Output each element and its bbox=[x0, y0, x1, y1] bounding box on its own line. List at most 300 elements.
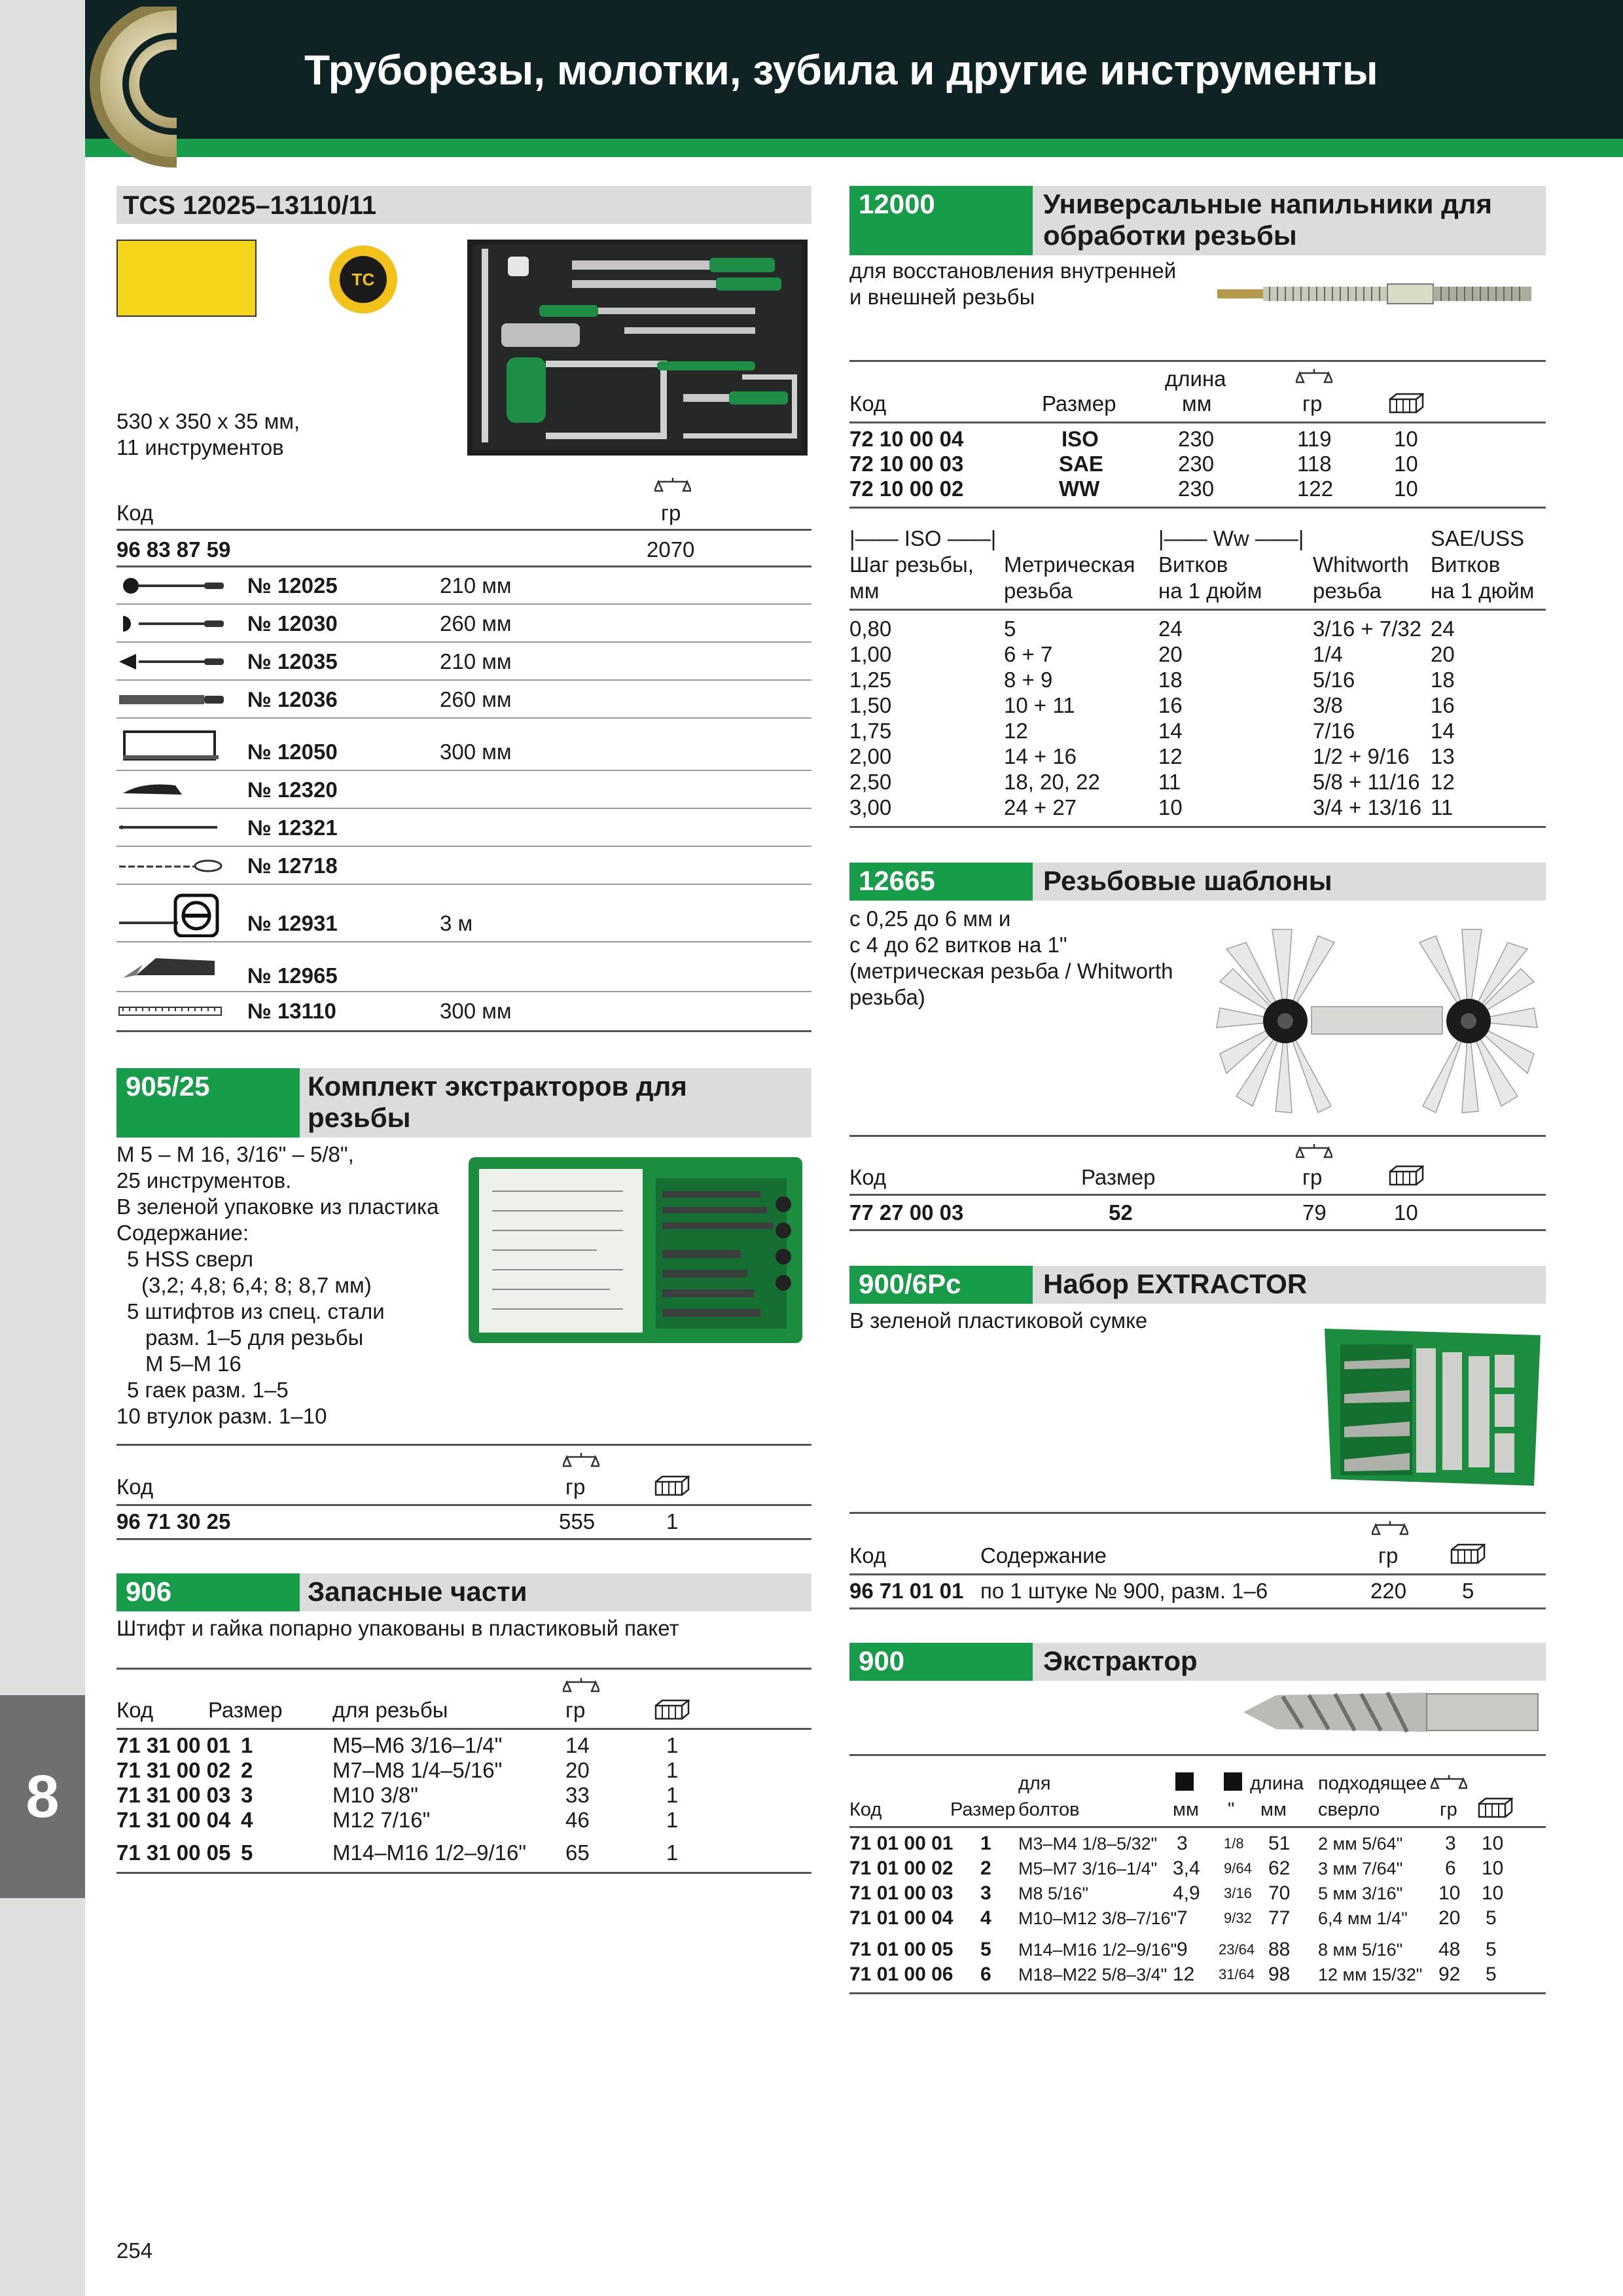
table-row bbox=[849, 693, 1546, 719]
table-row bbox=[849, 1881, 1546, 1906]
tcs-item-no: № 12035 bbox=[247, 649, 338, 673]
pitch-head-4: Whitworth bbox=[1313, 552, 1409, 577]
s900-6-desc: В зеленой пластиковой сумке bbox=[849, 1308, 1148, 1333]
file-half-round-icon bbox=[116, 614, 228, 639]
s12665-title-bar bbox=[849, 863, 1546, 901]
length-cell: 51 bbox=[1268, 1833, 1291, 1854]
table-row bbox=[849, 744, 1546, 770]
table-row bbox=[849, 427, 1546, 452]
length-cell: 70 bbox=[1268, 1882, 1291, 1904]
s900-col-length2: мм bbox=[1260, 1799, 1287, 1820]
tcs-item-size: 300 мм bbox=[440, 740, 512, 764]
s905-desc-line: (3,2; 4,8; 6,4; 8; 8,7 мм) bbox=[141, 1273, 372, 1297]
list-item bbox=[116, 999, 812, 1028]
s12000-name-line2: обработки резьбы bbox=[1043, 220, 1297, 251]
thread-cell: M10 3/8" bbox=[332, 1783, 418, 1807]
weight-cell: 20 bbox=[1438, 1907, 1461, 1929]
tcs-title: TCS 12025–13110/11 bbox=[123, 191, 377, 220]
weight-scale-icon bbox=[1431, 1774, 1467, 1797]
metric-cell: 8 + 9 bbox=[1004, 668, 1053, 692]
weight-scale-icon bbox=[563, 1677, 599, 1700]
whitworth-cell: 3/4 + 13/16 bbox=[1313, 795, 1422, 819]
s900-6-col-weight: гр bbox=[1378, 1543, 1399, 1568]
code-cell: 71 31 00 05 bbox=[116, 1840, 231, 1865]
tcs-item-no: № 12965 bbox=[247, 963, 338, 988]
divider bbox=[116, 1030, 812, 1032]
list-item bbox=[116, 725, 812, 768]
s900-name: Экстрактор bbox=[1043, 1645, 1198, 1676]
code-cell: 71 01 00 03 bbox=[849, 1882, 954, 1904]
s905-col-weight: гр bbox=[565, 1475, 586, 1499]
mm-cell: 3 bbox=[1177, 1833, 1188, 1854]
tpi-cell: 14 bbox=[1158, 719, 1183, 743]
inch-cell: 9/64 bbox=[1224, 1860, 1252, 1876]
metric-cell: 18, 20, 22 bbox=[1004, 770, 1100, 794]
tcs-weight: 2070 bbox=[647, 537, 695, 562]
mm-cell: 3,4 bbox=[1173, 1857, 1200, 1879]
s900-col-drill1: подходящее bbox=[1318, 1773, 1427, 1794]
s900-title-bar bbox=[849, 1643, 1546, 1681]
tpi-cell: 20 bbox=[1158, 642, 1183, 666]
divider bbox=[849, 507, 1546, 509]
tpi-cell: 10 bbox=[1158, 795, 1183, 819]
chapter-number: 8 bbox=[26, 1763, 60, 1830]
weight-cell: 92 bbox=[1438, 1964, 1461, 1985]
code-cell: 71 31 00 03 bbox=[116, 1783, 231, 1807]
tape-measure-icon bbox=[116, 891, 228, 942]
inch-cell: 9/32 bbox=[1224, 1910, 1252, 1926]
tpi-cell: 16 bbox=[1158, 693, 1183, 717]
s906-col-code: Код bbox=[116, 1698, 154, 1722]
table-row bbox=[849, 1831, 1546, 1856]
whitworth-cell: 5/8 + 11/16 bbox=[1313, 770, 1420, 794]
square-inch-icon bbox=[1224, 1772, 1242, 1791]
length-cell: 230 bbox=[1178, 452, 1215, 476]
s905-title-bar bbox=[116, 1068, 812, 1138]
divider bbox=[116, 679, 812, 681]
size-cell: WW bbox=[1059, 476, 1100, 501]
tcs-title-bar bbox=[116, 186, 812, 224]
list-item bbox=[116, 573, 812, 602]
package-qty-icon bbox=[653, 1474, 690, 1499]
s12665-desc-line: с 0,25 до 6 мм и bbox=[849, 906, 1011, 931]
qty-cell: 10 bbox=[1394, 427, 1418, 451]
s12000-desc-line2: и внешней резьбы bbox=[849, 285, 1035, 309]
tpi-cell: 18 bbox=[1158, 668, 1183, 692]
divider bbox=[116, 846, 812, 847]
divider bbox=[116, 991, 812, 992]
s900-6-name: Набор EXTRACTOR bbox=[1043, 1268, 1308, 1299]
s900-col-weight: гр bbox=[1440, 1799, 1457, 1820]
qty-cell: 5 bbox=[1486, 1907, 1497, 1929]
table-row bbox=[849, 1579, 1546, 1604]
table-row bbox=[849, 1906, 1546, 1931]
tcs-item-no: № 12025 bbox=[247, 573, 338, 598]
sae-cell: 24 bbox=[1431, 617, 1455, 641]
s900-col-code: Код bbox=[849, 1799, 882, 1820]
s905-name-line1: Комплект экстракторов для bbox=[308, 1071, 687, 1102]
divider bbox=[849, 1754, 1546, 1756]
s900-6-code: 900/6Pc bbox=[849, 1266, 1033, 1304]
inch-cell: 31/64 bbox=[1219, 1966, 1255, 1982]
s900-col-drill2: сверло bbox=[1318, 1799, 1380, 1820]
tpi-cell: 24 bbox=[1158, 617, 1183, 641]
s906-col-thread: для резьбы bbox=[332, 1698, 448, 1722]
size-cell: 1 bbox=[241, 1733, 253, 1757]
divider bbox=[116, 717, 812, 719]
s905-desc-line: M 5 – M 16, 3/16" – 5/8", bbox=[116, 1142, 354, 1166]
screw-extractor-photo bbox=[1237, 1686, 1544, 1738]
file-triangle-icon bbox=[116, 652, 228, 677]
code-cell: 71 01 00 05 bbox=[849, 1939, 954, 1960]
qty-cell: 1 bbox=[666, 1840, 679, 1865]
s906-col-size: Размер bbox=[208, 1698, 283, 1722]
weight-cell: 122 bbox=[1297, 476, 1334, 501]
qty-cell: 5 bbox=[1462, 1579, 1474, 1603]
length-cell: 88 bbox=[1268, 1939, 1291, 1960]
sae-cell: 18 bbox=[1431, 668, 1455, 692]
pitch-cell: 1,75 bbox=[849, 719, 892, 743]
tcs-col-weight: гр bbox=[661, 501, 681, 525]
weight-cell: 20 bbox=[565, 1758, 590, 1782]
file-flat-icon bbox=[116, 690, 228, 715]
side-margin bbox=[0, 0, 85, 2296]
pitch-head-1: Шаг резьбы, bbox=[849, 552, 974, 577]
divider bbox=[849, 1607, 1546, 1609]
tcs-item-size: 210 мм bbox=[440, 649, 512, 673]
s900-col-bolts1: для bbox=[1018, 1773, 1051, 1794]
s905-desc-line: M 5–M 16 bbox=[145, 1352, 241, 1376]
table-row bbox=[849, 770, 1546, 795]
s906-col-weight: гр bbox=[565, 1698, 586, 1722]
size-cell: 2 bbox=[241, 1758, 253, 1782]
saw-blade-icon bbox=[116, 818, 228, 843]
s900-col-mm: мм bbox=[1173, 1799, 1199, 1820]
bolts-cell: M8 5/16" bbox=[1018, 1884, 1089, 1903]
size-cell: 1 bbox=[980, 1833, 991, 1854]
s900-code: 900 bbox=[849, 1643, 1033, 1681]
pitch-head-2: Метрическая bbox=[1004, 552, 1135, 577]
table-row bbox=[116, 1808, 812, 1833]
divider bbox=[849, 1229, 1546, 1231]
table-row bbox=[849, 1937, 1546, 1962]
whitworth-cell: 5/16 bbox=[1313, 668, 1355, 692]
inch-cell: 1/8 bbox=[1224, 1835, 1244, 1852]
thread-cell: M5–M6 3/16–1/4" bbox=[332, 1733, 503, 1757]
size-cell: 4 bbox=[241, 1808, 253, 1832]
weight-scale-icon bbox=[654, 476, 691, 499]
size-cell: ISO bbox=[1061, 427, 1099, 451]
divider bbox=[116, 1872, 812, 1874]
length-cell: 98 bbox=[1268, 1964, 1291, 1985]
sae-cell: 14 bbox=[1431, 719, 1455, 743]
list-item bbox=[116, 816, 812, 844]
pitch-cell: 2,00 bbox=[849, 744, 892, 768]
length-cell: 230 bbox=[1178, 476, 1215, 501]
weight-cell: 118 bbox=[1297, 452, 1332, 476]
sae-cell: 20 bbox=[1431, 642, 1455, 666]
pitch-cell: 1,25 bbox=[849, 668, 892, 692]
s905-desc-line: разм. 1–5 для резьбы bbox=[145, 1325, 364, 1350]
pitch-head-4b: резьба bbox=[1313, 579, 1382, 603]
s12665-desc-line: резьба) bbox=[849, 985, 925, 1009]
inch-cell: 3/16 bbox=[1224, 1885, 1252, 1901]
whitworth-cell: 1/2 + 9/16 bbox=[1313, 744, 1410, 768]
tcs-item-no: № 12931 bbox=[247, 911, 338, 935]
tcs-item-no: № 13110 bbox=[247, 999, 336, 1023]
code-cell: 71 31 00 04 bbox=[116, 1808, 231, 1832]
code-cell: 71 01 00 06 bbox=[849, 1964, 954, 1985]
thread-cell: M14–M16 1/2–9/16" bbox=[332, 1840, 527, 1865]
divider bbox=[116, 884, 812, 885]
tcs-item-size: 260 мм bbox=[440, 611, 512, 636]
tcs-item-no: № 12321 bbox=[247, 816, 338, 840]
code-cell: 72 10 00 02 bbox=[849, 476, 964, 501]
divider bbox=[849, 1573, 1546, 1575]
metric-cell: 10 + 11 bbox=[1004, 693, 1075, 717]
sae-cell: 13 bbox=[1431, 744, 1455, 768]
divider bbox=[116, 1538, 812, 1540]
pitch-head-2b: резьба bbox=[1004, 579, 1073, 603]
tc-system-icon bbox=[321, 243, 406, 319]
mm-cell: 9 bbox=[1177, 1939, 1188, 1960]
table-row bbox=[849, 476, 1546, 501]
code-cell: 96 71 01 01 bbox=[849, 1579, 964, 1603]
tcs-item-size: 3 м bbox=[440, 911, 473, 935]
s905-row-code: 96 71 30 25 bbox=[116, 1509, 231, 1534]
page-number: 254 bbox=[116, 2238, 153, 2263]
divider bbox=[116, 1728, 812, 1730]
divider bbox=[116, 565, 812, 567]
drill-cell: 3 мм 7/64" bbox=[1318, 1859, 1403, 1878]
table-row bbox=[849, 642, 1546, 668]
package-qty-icon bbox=[1387, 391, 1424, 417]
package-qty-icon bbox=[1387, 1164, 1424, 1189]
divider bbox=[116, 603, 812, 605]
chapter-tab bbox=[0, 1695, 85, 1898]
sae-cell: 16 bbox=[1431, 693, 1455, 717]
qty-cell: 1 bbox=[666, 1783, 679, 1807]
pitch-cell: 1,50 bbox=[849, 693, 892, 717]
package-qty-icon bbox=[1449, 1542, 1486, 1568]
list-item bbox=[116, 778, 812, 806]
s905-name-line2: резьбы bbox=[308, 1102, 411, 1133]
table-row bbox=[116, 1840, 812, 1865]
divider bbox=[849, 422, 1546, 423]
inch-cell: 23/64 bbox=[1219, 1941, 1255, 1958]
hacksaw-handle-icon bbox=[116, 780, 228, 805]
size-cell: 5 bbox=[980, 1939, 991, 1960]
code-cell: 71 31 00 02 bbox=[116, 1758, 231, 1782]
whitworth-cell: 7/16 bbox=[1313, 719, 1355, 743]
sae-cell: 12 bbox=[1431, 770, 1455, 794]
metric-cell: 14 + 16 bbox=[1004, 744, 1077, 768]
extractor-set-photo bbox=[1318, 1322, 1547, 1494]
qty-cell: 10 bbox=[1394, 452, 1418, 476]
size-cell: 3 bbox=[980, 1882, 991, 1904]
divider bbox=[849, 1992, 1546, 1994]
s905-desc-line: Содержание: bbox=[116, 1221, 249, 1245]
s906-name: Запасные части bbox=[308, 1576, 527, 1607]
s12000-name-line1: Универсальные напильники для bbox=[1043, 188, 1492, 219]
s12000-col-length-unit: мм bbox=[1182, 391, 1212, 416]
content-cell: по 1 штуке № 900, разм. 1–6 bbox=[980, 1579, 1268, 1603]
weight-cell: 65 bbox=[565, 1840, 590, 1865]
divider bbox=[116, 941, 812, 942]
s12665-col-code: Код bbox=[849, 1165, 887, 1189]
size-cell: SAE bbox=[1059, 452, 1103, 476]
s900-col-bolts2: болтов bbox=[1018, 1799, 1080, 1820]
list-item bbox=[116, 891, 812, 940]
s12000-col-code: Код bbox=[849, 391, 887, 416]
hacksaw-icon bbox=[116, 725, 228, 770]
whitworth-cell: 1/4 bbox=[1313, 642, 1343, 666]
bolts-cell: M10–M12 3/8–7/16" bbox=[1018, 1909, 1177, 1928]
divider bbox=[849, 1194, 1546, 1196]
s12665-col-size: Размер bbox=[1081, 1165, 1156, 1189]
tpi-cell: 11 bbox=[1158, 770, 1181, 794]
tcs-code: 96 83 87 59 bbox=[116, 537, 231, 562]
package-qty-icon bbox=[653, 1698, 690, 1723]
s12000-code: 12000 bbox=[849, 186, 1033, 255]
divider bbox=[849, 1135, 1546, 1137]
page-title: Труборезы, молотки, зубила и другие инструменты bbox=[304, 46, 1378, 94]
svg-text:TC: TC bbox=[351, 270, 375, 289]
divider bbox=[116, 808, 812, 809]
scriber-icon bbox=[116, 856, 228, 881]
s900-col-size: Размер bbox=[950, 1799, 1016, 1820]
list-item bbox=[116, 649, 812, 678]
s900-6-title-bar bbox=[849, 1266, 1546, 1304]
s900-col-length1: длина bbox=[1250, 1773, 1304, 1794]
s12000-col-length: длина bbox=[1165, 367, 1226, 391]
thread-cell: M7–M8 1/4–5/16" bbox=[332, 1758, 503, 1782]
s12665-desc-line: с 4 до 62 витков на 1" bbox=[849, 933, 1067, 957]
pitch-head-3: Витков bbox=[1158, 552, 1228, 577]
pitch-head-sae: SAE/USS bbox=[1431, 526, 1525, 550]
tcs-col-code: Код bbox=[116, 501, 154, 525]
pitch-cell: 2,50 bbox=[849, 770, 892, 794]
drill-cell: 8 мм 5/16" bbox=[1318, 1940, 1403, 1960]
qty-cell: 10 bbox=[1482, 1833, 1504, 1854]
tcs-desc-line2: 11 инструментов bbox=[116, 435, 284, 459]
table-row bbox=[849, 668, 1546, 693]
s905-row bbox=[116, 1509, 230, 1534]
table-row bbox=[116, 1733, 812, 1758]
s12000-desc-line1: для восстановления внутренней bbox=[849, 259, 1177, 283]
table-row bbox=[116, 1783, 812, 1808]
list-item bbox=[116, 949, 812, 990]
tcs-tool-tray-photo bbox=[467, 240, 808, 456]
pitch-cell: 1,00 bbox=[849, 642, 892, 666]
code-cell: 71 01 00 01 bbox=[849, 1833, 954, 1854]
table-row bbox=[849, 795, 1546, 821]
pitch-cell: 0,80 bbox=[849, 617, 892, 641]
metric-cell: 6 + 7 bbox=[1004, 642, 1053, 666]
weight-scale-icon bbox=[563, 1452, 599, 1475]
divider bbox=[849, 1826, 1546, 1828]
s905-desc-line: 25 инструментов. bbox=[116, 1168, 292, 1193]
drill-cell: 12 мм 15/32" bbox=[1318, 1965, 1423, 1984]
weight-cell: 48 bbox=[1438, 1939, 1461, 1960]
metric-cell: 5 bbox=[1004, 617, 1016, 641]
divider bbox=[849, 360, 1546, 362]
divider bbox=[849, 826, 1546, 828]
bolts-cell: M5–M7 3/16–1/4" bbox=[1018, 1859, 1158, 1878]
weight-scale-icon bbox=[1296, 368, 1332, 391]
s906-desc: Штифт и гайка попарно упакованы в пластиковый пакет bbox=[116, 1616, 679, 1640]
code-cell: 71 01 00 02 bbox=[849, 1857, 954, 1879]
weight-scale-icon bbox=[1296, 1143, 1332, 1166]
s905-row-weight: 555 bbox=[559, 1509, 596, 1534]
qty-cell: 10 bbox=[1482, 1882, 1504, 1904]
pitch-head-5: Витков bbox=[1431, 552, 1501, 577]
package-qty-icon bbox=[1476, 1796, 1513, 1821]
s12665-col-weight: гр bbox=[1302, 1165, 1323, 1189]
tcs-item-size: 210 мм bbox=[440, 573, 512, 598]
s905-desc-line: 5 штифтов из спец. стали bbox=[127, 1299, 385, 1323]
weight-cell: 6 bbox=[1445, 1857, 1456, 1879]
table-row bbox=[849, 719, 1546, 744]
table-row bbox=[849, 452, 1546, 476]
tpi-cell: 12 bbox=[1158, 744, 1183, 768]
square-mm-icon bbox=[1175, 1772, 1194, 1791]
qty-cell: 5 bbox=[1486, 1964, 1497, 1985]
s12665-name: Резьбовые шаблоны bbox=[1043, 865, 1332, 896]
size-cell: 3 bbox=[241, 1783, 253, 1807]
divider bbox=[116, 641, 812, 643]
weight-cell: 220 bbox=[1370, 1579, 1407, 1603]
pitch-cell: 3,00 bbox=[849, 795, 892, 819]
s12665-desc-line: (метрическая резьба / Whitworth bbox=[849, 959, 1173, 983]
s12000-title-bar bbox=[849, 186, 1546, 255]
s905-code: 905/25 bbox=[116, 1068, 300, 1138]
pitch-head-1b: мм bbox=[849, 579, 880, 603]
pitch-head-iso: |—— ISO ——| bbox=[849, 526, 997, 550]
bolts-cell: M14–M16 1/2–9/16" bbox=[1018, 1940, 1177, 1960]
divider bbox=[849, 609, 1546, 611]
tcs-item-size: 260 мм bbox=[440, 687, 512, 711]
s906-title-bar bbox=[116, 1573, 812, 1611]
s900-col-inch: " bbox=[1228, 1799, 1235, 1820]
s900-6-col-code: Код bbox=[849, 1543, 887, 1568]
size-cell: 5 bbox=[241, 1840, 253, 1865]
thread-gauge-photo bbox=[1213, 923, 1541, 1119]
size-cell: 4 bbox=[980, 1907, 991, 1929]
thread-file-photo bbox=[1215, 278, 1542, 310]
code-cell: 72 10 00 03 bbox=[849, 452, 964, 476]
list-item bbox=[116, 853, 812, 882]
qty-cell: 1 bbox=[666, 1758, 679, 1782]
tcs-item-no: № 12036 bbox=[247, 687, 338, 711]
whitworth-cell: 3/16 + 7/32 bbox=[1313, 617, 1422, 641]
qty-cell: 1 bbox=[666, 1733, 679, 1757]
bolts-cell: M18–M22 5/8–3/4" bbox=[1018, 1965, 1168, 1984]
thread-cell: M12 7/16" bbox=[332, 1808, 431, 1832]
weight-cell: 79 bbox=[1302, 1200, 1327, 1225]
length-cell: 62 bbox=[1268, 1857, 1291, 1879]
length-cell: 77 bbox=[1268, 1907, 1291, 1929]
s905-row-qty: 1 bbox=[666, 1509, 679, 1534]
weight-cell: 46 bbox=[565, 1808, 590, 1832]
code-cell: 72 10 00 04 bbox=[849, 427, 964, 451]
s900-6-col-content: Содержание bbox=[980, 1543, 1107, 1568]
s905-desc-line: 5 HSS сверл bbox=[127, 1247, 254, 1271]
table-row bbox=[116, 1758, 812, 1783]
s12000-col-weight: гр bbox=[1302, 391, 1323, 416]
divider bbox=[116, 770, 812, 771]
table-row bbox=[849, 1962, 1546, 1987]
